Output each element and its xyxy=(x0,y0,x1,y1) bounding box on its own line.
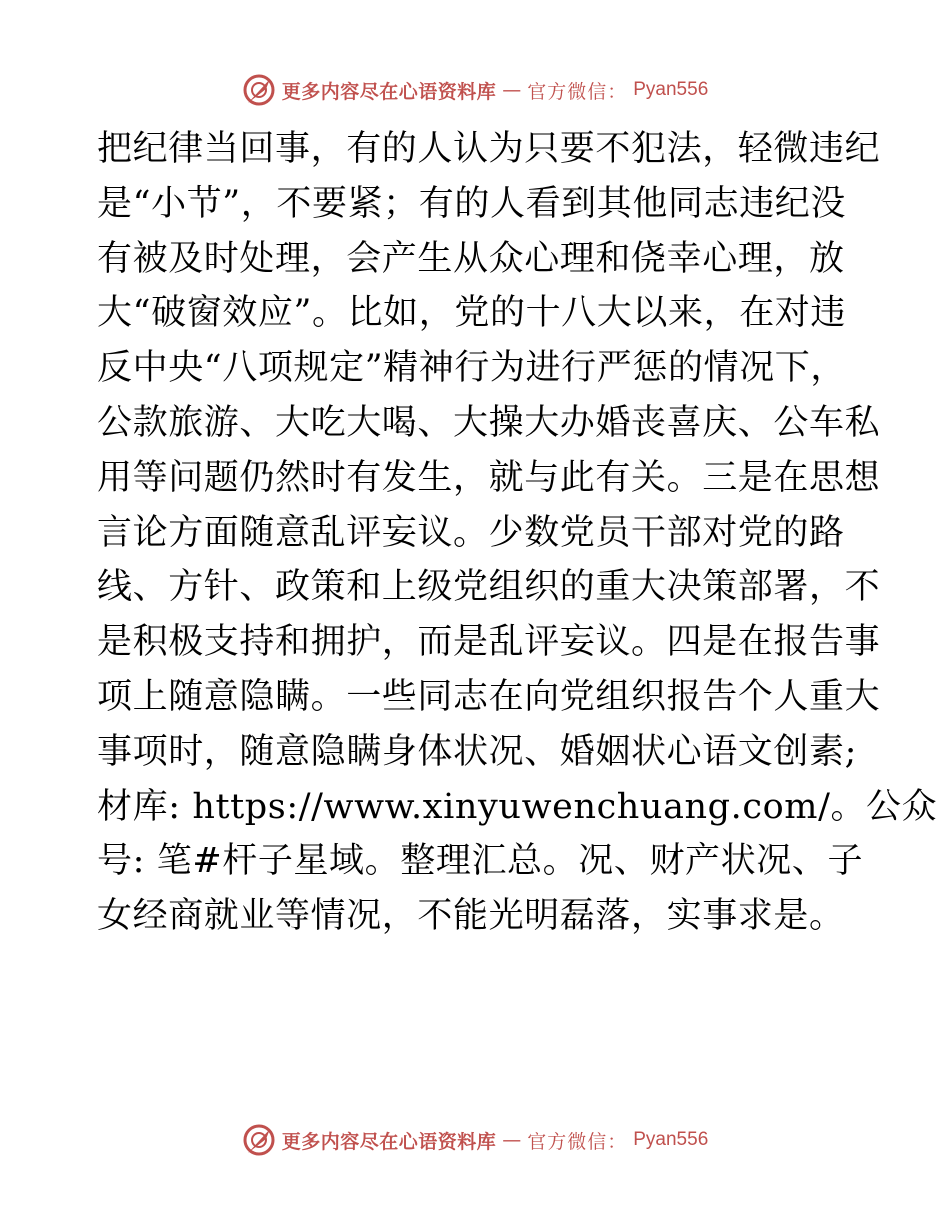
body-line: 公款旅游、大吃大喝、大操大办婚丧喜庆、公车私 xyxy=(97,402,881,443)
footer-brand-text: 更多内容尽在心语资料库 xyxy=(281,1130,497,1153)
document-body xyxy=(97,122,938,944)
footer-separator: — xyxy=(502,1129,522,1151)
body-line: 线、方针、政策和上级党组织的重大决策部署，不 xyxy=(97,567,881,608)
body-line: 女经商就业等情况，不能光明磊落，实事求是。 xyxy=(97,896,845,937)
body-line: 把纪律当回事，有的人认为只要不犯法，轻微违纪 xyxy=(97,129,881,169)
body-line: 有被及时处理，会产生从众心理和侥幸心理，放 xyxy=(97,238,845,279)
body-line: 事项时，随意隐瞒身体状况、婚姻状心语文创素; xyxy=(97,731,857,772)
body-line: 大“破窗效应”。比如，党的十八大以来，在对违 xyxy=(97,293,846,334)
body-line: 反中央“八项规定”精神行为进行严惩的情况下， xyxy=(97,348,846,389)
body-line: 号: 笔#杆子星域。整理汇总。况、财产状况、子 xyxy=(97,841,864,882)
body-line: 是积极支持和拥护，而是乱评妄议。四是在报告事 xyxy=(97,622,881,663)
body-line: 言论方面随意乱评妄议。少数党员干部对党的路 xyxy=(97,512,845,553)
header-brand-text: 更多内容尽在心语资料库 xyxy=(281,80,497,103)
quill-circle-logo-icon xyxy=(242,73,276,107)
body-line: 材库: https://www.xinyuwenchuang.com/。公众 xyxy=(97,786,938,827)
body-line: 项上随意隐瞒。一些同志在向党组织报告个人重大 xyxy=(97,676,881,717)
header-banner xyxy=(0,70,950,110)
quill-circle-logo-icon xyxy=(242,1123,276,1157)
body-line: 是“小节”，不要紧；有的人看到其他同志违纪没 xyxy=(97,183,846,224)
header-official-label: 官方微信： xyxy=(527,80,628,103)
footer-official-label: 官方微信： xyxy=(527,1130,628,1153)
body-line: 用等问题仍然时有发生，就与此有关。三是在思想 xyxy=(97,457,881,498)
header-separator: — xyxy=(502,79,522,101)
footer-wechat-id: Pyan556 xyxy=(633,1129,709,1150)
footer-banner xyxy=(0,1120,950,1160)
header-wechat-id: Pyan556 xyxy=(633,79,709,100)
